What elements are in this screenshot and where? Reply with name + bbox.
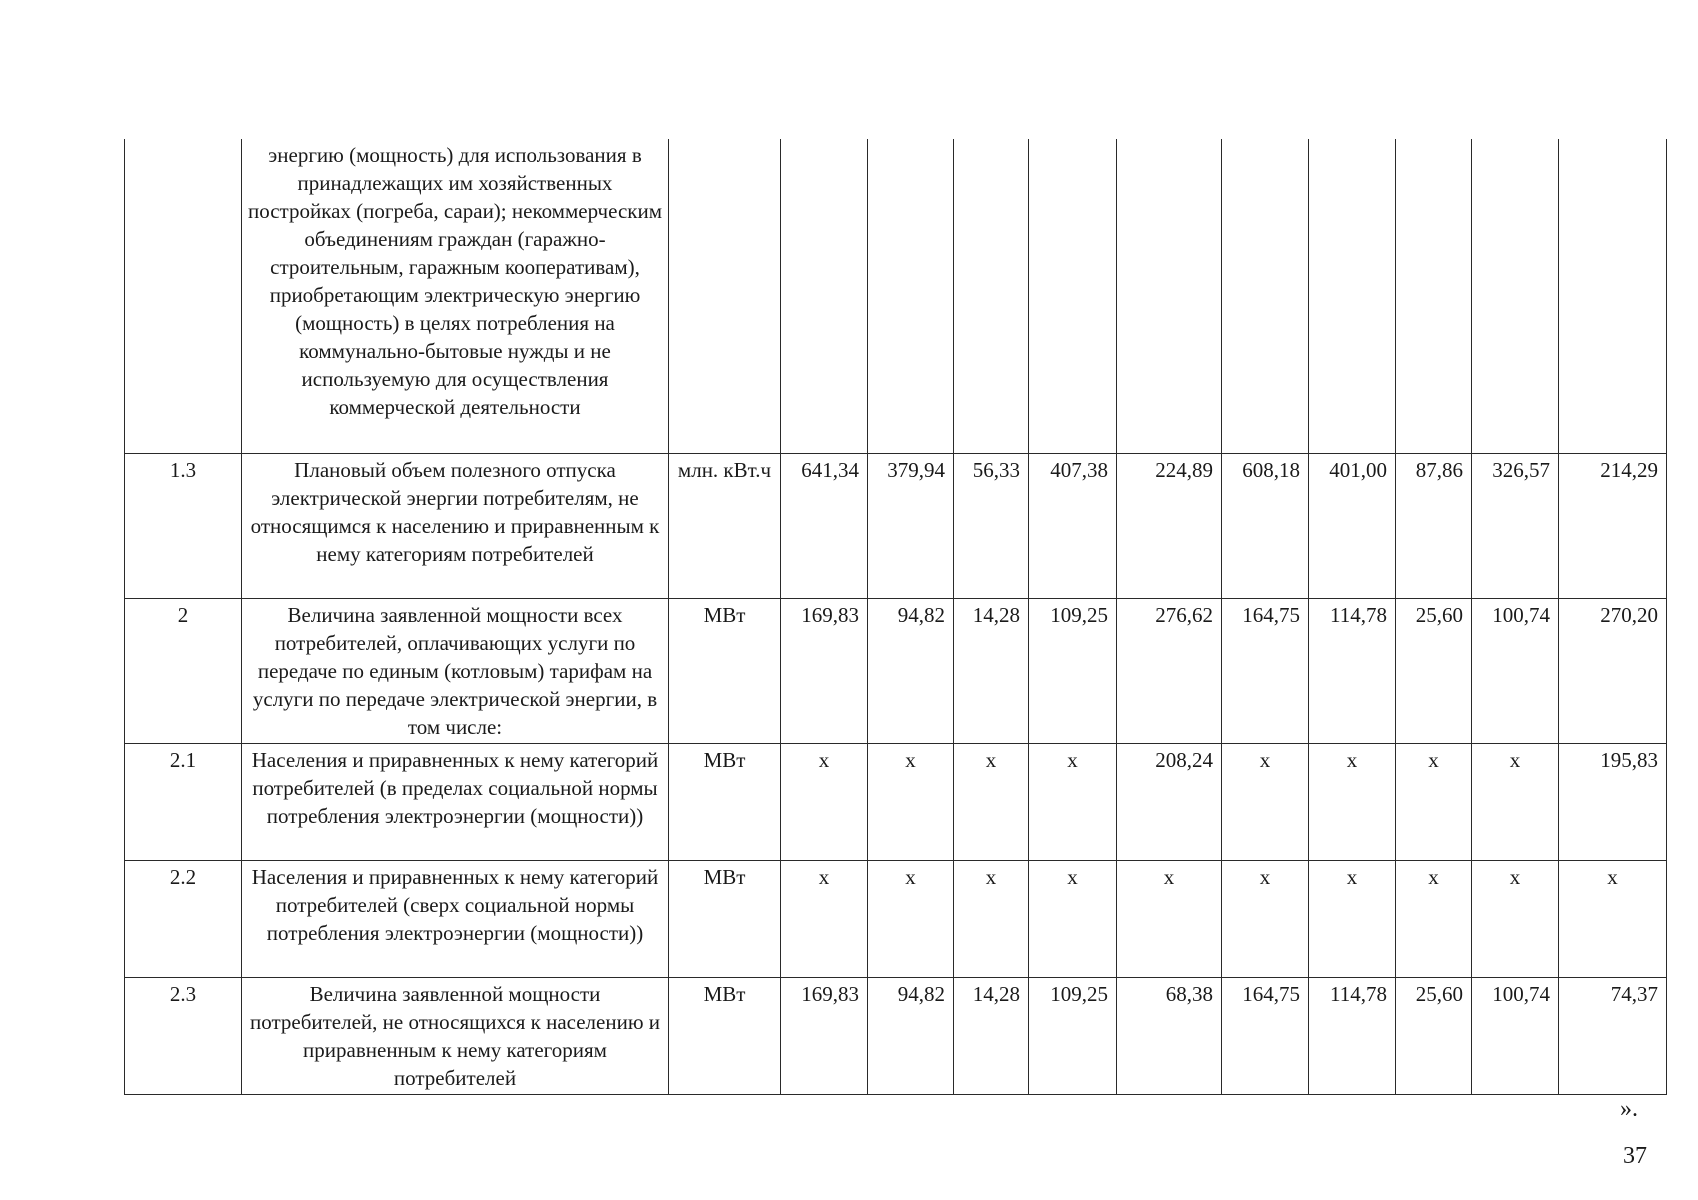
value-cell [954,139,1029,453]
value-cell: 109,25 [1029,598,1117,743]
row-description-cell: энергию (мощность) для использования в принадлежащих им хозяйственных постройках (погреба, сараи); некоммерческим объединениям граждан (гаражно-строительным, гаражным кооперативам), приобретающим электрическую энергию (мощность) в целях потребления на коммунально-бытовые нужды и не используемую для осуществления коммерческой деятельности [242,139,669,453]
row-unit-cell: МВт [669,860,781,977]
value-cell: 164,75 [1222,977,1309,1094]
value-cell: 94,82 [868,598,954,743]
row-number-cell: 2.2 [125,860,242,977]
value-cell: х [1472,743,1559,860]
value-cell: 114,78 [1309,977,1396,1094]
table-row [125,139,1667,453]
value-cell: 169,83 [781,598,868,743]
value-cell: х [781,860,868,977]
value-cell: 379,94 [868,453,954,598]
data-table [124,139,1667,1095]
row-description-cell: Величина заявленной мощности потребителей, не относящихся к населению и приравненным к нему категориям потребителей [242,977,669,1094]
row-number-cell: 2 [125,598,242,743]
row-unit-cell: МВт [669,977,781,1094]
value-cell: 401,00 [1309,453,1396,598]
value-cell: х [781,743,868,860]
value-cell: х [1117,860,1222,977]
row-unit-cell: МВт [669,743,781,860]
value-cell: х [1309,743,1396,860]
value-cell: 14,28 [954,977,1029,1094]
value-cell [1559,139,1667,453]
value-cell [1472,139,1559,453]
row-unit-cell: млн. кВт.ч [669,453,781,598]
row-number-cell: 1.3 [125,453,242,598]
value-cell: 87,86 [1396,453,1472,598]
table-row [125,598,1667,743]
value-cell: х [1559,860,1667,977]
value-cell: 169,83 [781,977,868,1094]
table-row [125,860,1667,977]
value-cell [1396,139,1472,453]
value-cell: х [1396,860,1472,977]
value-cell: х [1029,860,1117,977]
table-row [125,453,1667,598]
row-number-cell: 2.1 [125,743,242,860]
table-row [125,977,1667,1094]
value-cell: 74,37 [1559,977,1667,1094]
value-cell: 214,29 [1559,453,1667,598]
value-cell: х [868,860,954,977]
value-cell: 94,82 [868,977,954,1094]
value-cell: 608,18 [1222,453,1309,598]
value-cell: х [954,743,1029,860]
row-unit-cell [669,139,781,453]
value-cell: 114,78 [1309,598,1396,743]
row-description-cell: Плановый объем полезного отпуска электрической энергии потребителям, не относящимся к населению и приравненным к нему категориям потребителей [242,453,669,598]
value-cell: 14,28 [954,598,1029,743]
value-cell: 407,38 [1029,453,1117,598]
value-cell: 164,75 [1222,598,1309,743]
row-description-cell: Величина заявленной мощности всех потребителей, оплачивающих услуги по передаче по единым (котловым) тарифам на услуги по передаче электрической энергии, в том числе: [242,598,669,743]
table-row [125,743,1667,860]
value-cell: 100,74 [1472,598,1559,743]
value-cell: 208,24 [1117,743,1222,860]
value-cell: х [1222,743,1309,860]
value-cell: 641,34 [781,453,868,598]
row-description-cell: Населения и приравненных к нему категорий потребителей (в пределах социальной нормы потребления электроэнергии (мощности)) [242,743,669,860]
row-description-cell: Населения и приравненных к нему категорий потребителей (сверх социальной нормы потребления электроэнергии (мощности)) [242,860,669,977]
value-cell: х [1396,743,1472,860]
value-cell [1222,139,1309,453]
value-cell [1309,139,1396,453]
value-cell: 109,25 [1029,977,1117,1094]
value-cell: х [1309,860,1396,977]
value-cell: х [868,743,954,860]
value-cell: 25,60 [1396,598,1472,743]
table-body [125,139,1667,1094]
value-cell: х [1472,860,1559,977]
value-cell: 68,38 [1117,977,1222,1094]
value-cell: х [1222,860,1309,977]
value-cell: х [954,860,1029,977]
value-cell: 276,62 [1117,598,1222,743]
value-cell: х [1029,743,1117,860]
row-number-cell: 2.3 [125,977,242,1094]
value-cell [781,139,868,453]
row-unit-cell: МВт [669,598,781,743]
page-number: 37 [1623,1143,1647,1169]
value-cell [868,139,954,453]
value-cell: 195,83 [1559,743,1667,860]
value-cell: 25,60 [1396,977,1472,1094]
value-cell [1029,139,1117,453]
value-cell [1117,139,1222,453]
closing-quote: ». [1620,1096,1638,1122]
row-number-cell [125,139,242,453]
value-cell: 224,89 [1117,453,1222,598]
value-cell: 100,74 [1472,977,1559,1094]
value-cell: 326,57 [1472,453,1559,598]
value-cell: 270,20 [1559,598,1667,743]
value-cell: 56,33 [954,453,1029,598]
